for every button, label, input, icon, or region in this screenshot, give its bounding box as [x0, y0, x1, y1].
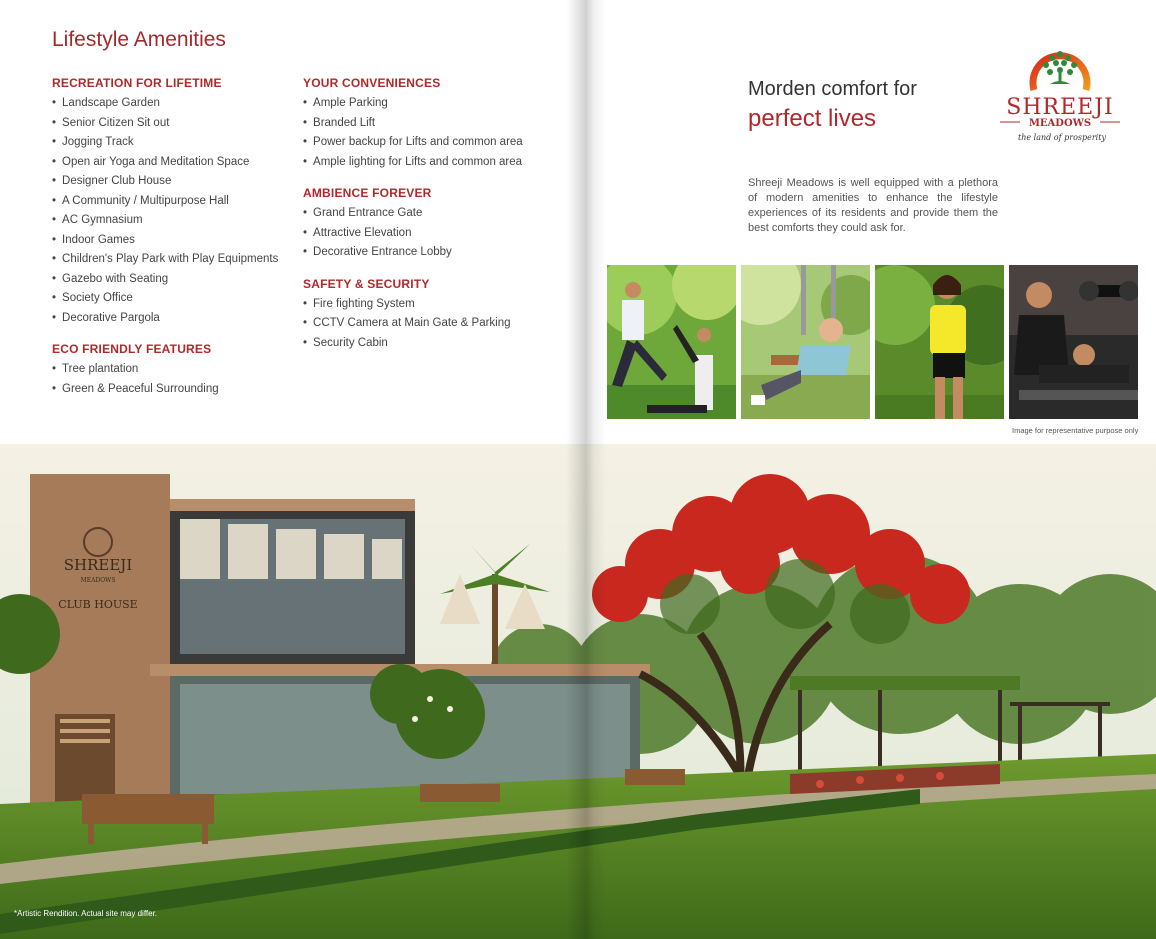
section-heading: YOUR CONVENIENCES	[303, 76, 441, 90]
list-item: • A Community / Multipurpose Hall	[52, 192, 278, 212]
description-text: Shreeji Meadows is well equipped with a plethora of modern amenities to enhance the lifestyle experiences of its residents and provide them the best comforts they could ask for.	[748, 177, 998, 234]
list-item: • Jogging Track	[52, 133, 278, 153]
list-item: • Tree plantation	[52, 360, 278, 380]
list-item: • AC Gymnasium	[52, 211, 278, 231]
column-right	[303, 76, 523, 367]
sign-sub: MEADOWS	[80, 577, 116, 584]
section-heading: ECO FRIENDLY FEATURES	[52, 342, 212, 356]
club-house-rendering	[0, 444, 1156, 939]
list-item: • Indoor Games	[52, 231, 278, 251]
tagline-line-2: perfect lives	[748, 105, 877, 132]
logo-name: SHREEJI	[1006, 95, 1114, 120]
list-item: • Children's Play Park with Play Equipments	[52, 250, 278, 270]
list-item: • Grand Entrance Gate	[303, 204, 523, 224]
yoga-photo	[607, 265, 736, 419]
logo-slogan: the land of prosperity	[1018, 133, 1106, 142]
section-heading: RECREATION FOR LIFETIME	[52, 76, 222, 90]
list-item: • Landscape Garden	[52, 94, 278, 114]
list-item: • Branded Lift	[303, 114, 523, 134]
section-heading: AMBIENCE FOREVER	[303, 186, 432, 200]
section-heading: SAFETY & SECURITY	[303, 276, 430, 291]
list-item: • Power backup for Lifts and common area	[303, 133, 523, 153]
page-title: Lifestyle Amenities	[52, 28, 226, 51]
photo-disclaimer: Image for representative purpose only	[1012, 426, 1139, 435]
tagline-line-1: Morden comfort for	[748, 78, 917, 100]
list-item: • Green & Peaceful Surrounding	[52, 380, 278, 400]
list-item: • Decorative Entrance Lobby	[303, 243, 523, 263]
amenity-list	[52, 94, 278, 328]
list-item: • CCTV Camera at Main Gate & Parking	[303, 314, 523, 334]
sign-name: SHREEJI	[63, 556, 133, 574]
list-item: • Gazebo with Seating	[52, 270, 278, 290]
amenity-list	[303, 94, 523, 172]
list-item: • Designer Club House	[52, 172, 278, 192]
jogging-photo	[875, 265, 1004, 419]
amenity-list	[303, 295, 523, 354]
left-page	[0, 0, 578, 444]
sign-label: CLUB HOUSE	[58, 598, 138, 611]
swing-photo	[741, 265, 870, 419]
gym-photo	[1009, 265, 1138, 419]
rendition-disclaimer: *Artistic Rendition. Actual site may differ.	[14, 909, 158, 918]
logo-sub: MEADOWS	[1028, 118, 1092, 129]
list-item: • Decorative Pargola	[52, 309, 278, 329]
list-item: • Senior Citizen Sit out	[52, 114, 278, 134]
amenity-list	[303, 204, 523, 263]
shreeji-logo	[990, 30, 1130, 150]
column-left	[52, 76, 278, 413]
list-item: • Open air Yoga and Meditation Space	[52, 153, 278, 173]
list-item: • Fire fighting System	[303, 295, 523, 315]
list-item: • Attractive Elevation	[303, 224, 523, 244]
list-item: • Society Office	[52, 289, 278, 309]
list-item: • Ample lighting for Lifts and common area	[303, 153, 523, 173]
amenity-list	[52, 360, 278, 399]
list-item: • Security Cabin	[303, 334, 523, 354]
list-item: • Ample Parking	[303, 94, 523, 114]
